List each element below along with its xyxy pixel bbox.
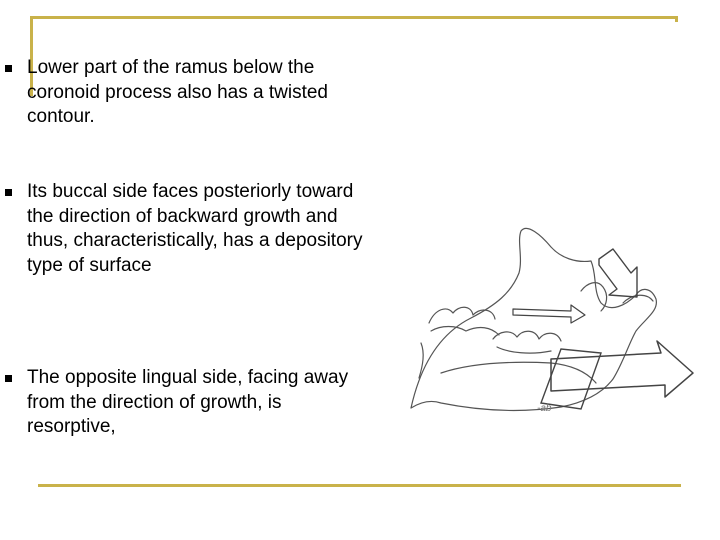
bullet-text-1: Lower part of the ramus below the coronoid process also has a twisted contour. (27, 57, 328, 127)
frame-top-line (30, 16, 678, 19)
frame-right-tick (675, 16, 678, 22)
square-bullet-icon (5, 375, 12, 382)
frame-bottom-line (38, 484, 681, 487)
artist-signature: -ab (537, 403, 552, 414)
square-bullet-icon (5, 65, 12, 72)
mandible-ramus-illustration (401, 213, 703, 417)
bullet-text-2: Its buccal side faces posteriorly toward the direction of backward growth and thus, characteristically, has a depository type of surface (27, 181, 363, 276)
square-bullet-icon (5, 189, 12, 196)
mandible-sketch (401, 213, 703, 417)
bullet-text-3: The opposite lingual side, facing away from the direction of growth, is resorptive, (27, 367, 349, 437)
